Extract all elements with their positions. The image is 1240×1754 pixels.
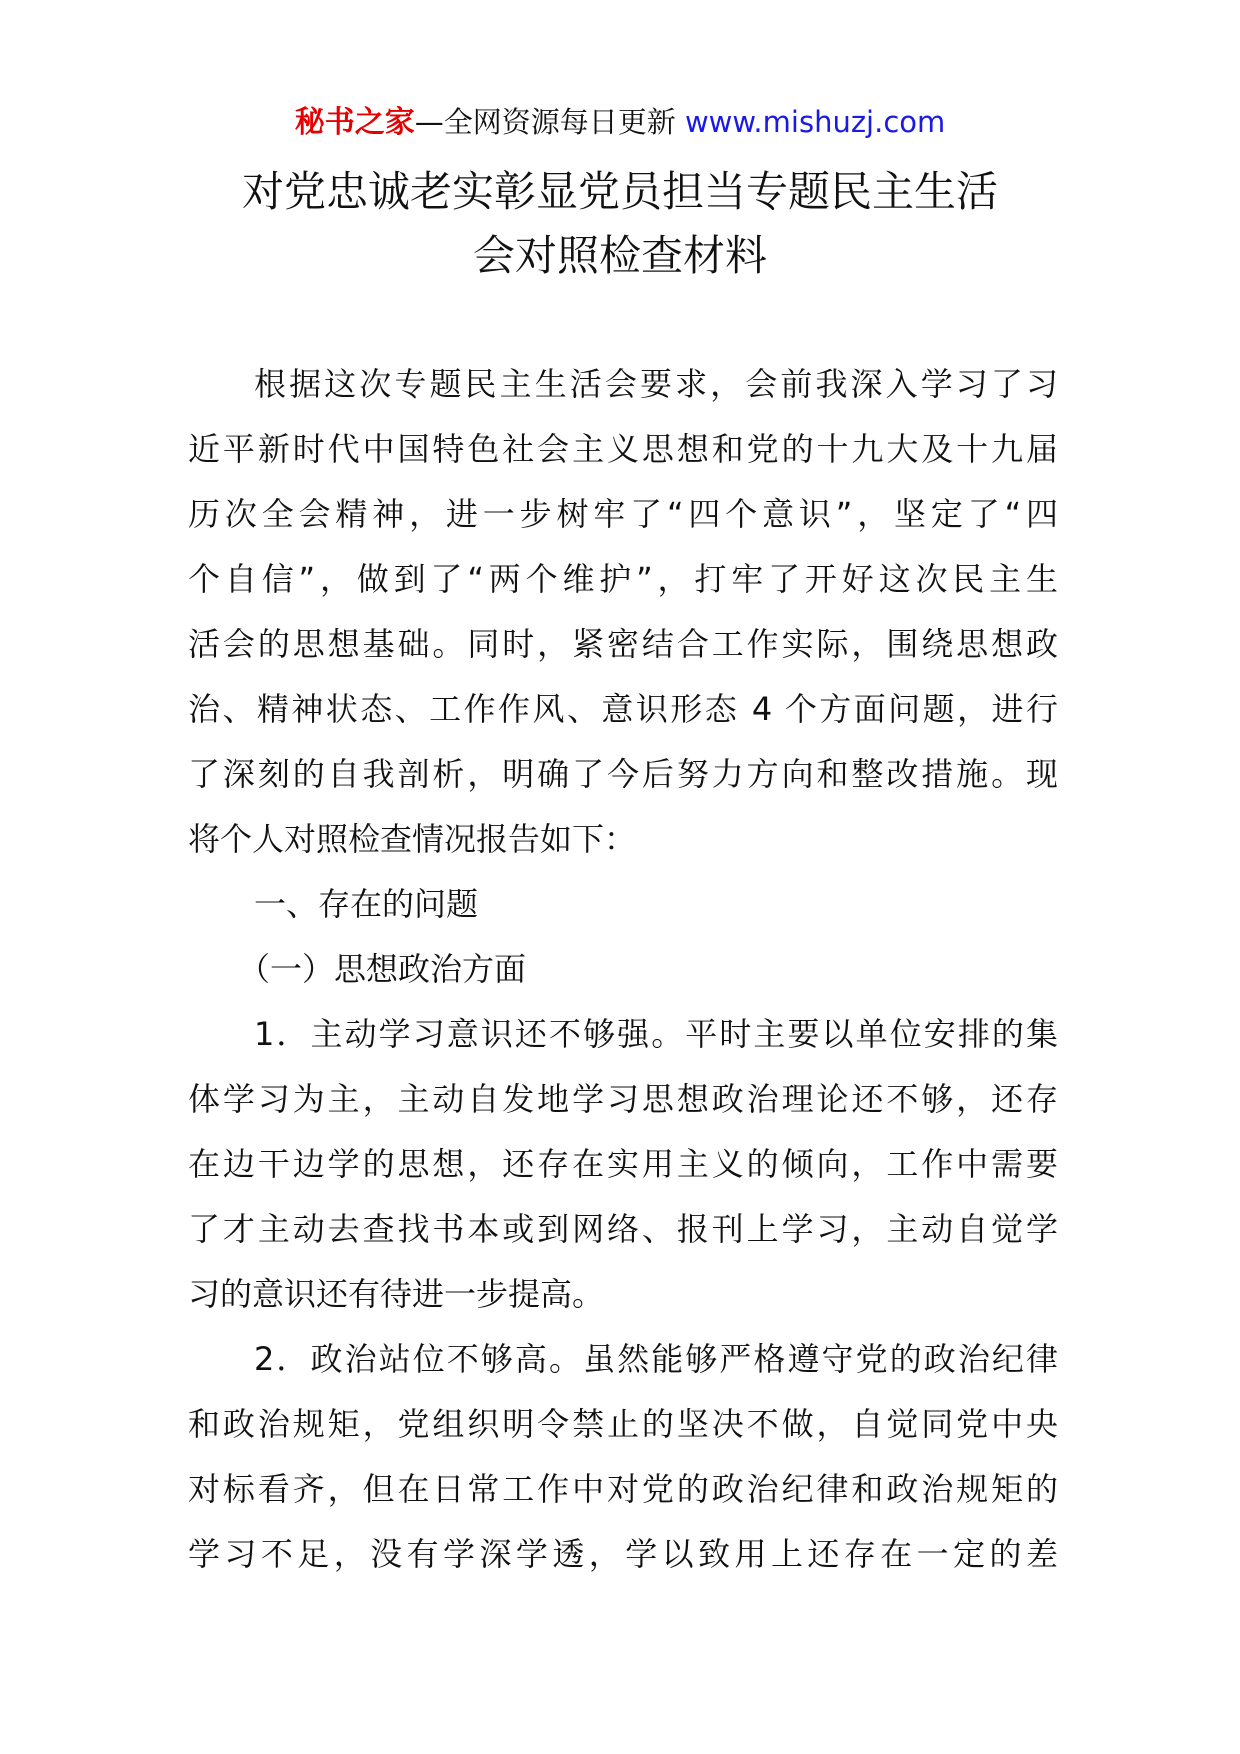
paragraph-line: 1．主动学习意识还不够强。平时主要以单位安排的集 <box>254 1015 1058 1053</box>
paragraph-line: 了才主动去查找书本或到网络、报刊上学习，主动自觉学 <box>188 1210 1058 1248</box>
paragraph-line: 活会的思想基础。同时，紧密结合工作实际，围绕思想政 <box>188 625 1058 663</box>
paragraph-line: 在边干边学的思想，还存在实用主义的倾向，工作中需要 <box>188 1145 1058 1183</box>
header-banner <box>0 102 1240 143</box>
paragraph-line: 对标看齐，但在日常工作中对党的政治纪律和政治规矩的 <box>188 1470 1058 1508</box>
title-line-1: 对党忠诚老实彰显党员担当专题民主生活 <box>241 167 998 216</box>
paragraph-line: 历次全会精神，进一步树牢了“四个意识”，坚定了“四 <box>188 495 1058 533</box>
paragraph-line: 体学习为主，主动自发地学习思想政治理论还不够，还存 <box>188 1080 1058 1118</box>
paragraph-line: 个自信”，做到了“两个维护”，打牢了开好这次民主生 <box>188 560 1058 598</box>
subsection-heading: （一）思想政治方面 <box>238 950 527 988</box>
document-body <box>188 352 1058 1587</box>
paragraph-line: 了深刻的自我剖析，明确了今后努力方向和整改措施。现 <box>188 755 1058 793</box>
banner-url[interactable]: www.mishuzj.com <box>684 105 946 139</box>
brand-name: 秘书之家 <box>294 105 415 140</box>
banner-tagline: —全网资源每日更新 <box>414 105 685 139</box>
paragraph-line: 2．政治站位不够高。虽然能够严格遵守党的政治纪律 <box>254 1340 1058 1378</box>
paragraph-line: 治、精神状态、工作作风、意识形态 4 个方面问题，进行 <box>188 690 1058 728</box>
paragraph-line: 学习不足，没有学深学透，学以致用上还存在一定的差 <box>188 1535 1058 1573</box>
title-line-2: 会对照检查材料 <box>472 231 767 280</box>
paragraph-line: 习的意识还有待进一步提高。 <box>188 1275 605 1313</box>
document-title <box>150 160 1090 288</box>
paragraph-line: 根据这次专题民主生活会要求，会前我深入学习了习 <box>254 365 1058 403</box>
paragraph-line: 和政治规矩，党组织明令禁止的坚决不做，自觉同党中央 <box>188 1405 1058 1443</box>
section-heading: 一、存在的问题 <box>254 885 479 923</box>
paragraph-line: 将个人对照检查情况报告如下： <box>188 820 637 858</box>
paragraph-line: 近平新时代中国特色社会主义思想和党的十九大及十九届 <box>188 430 1058 468</box>
